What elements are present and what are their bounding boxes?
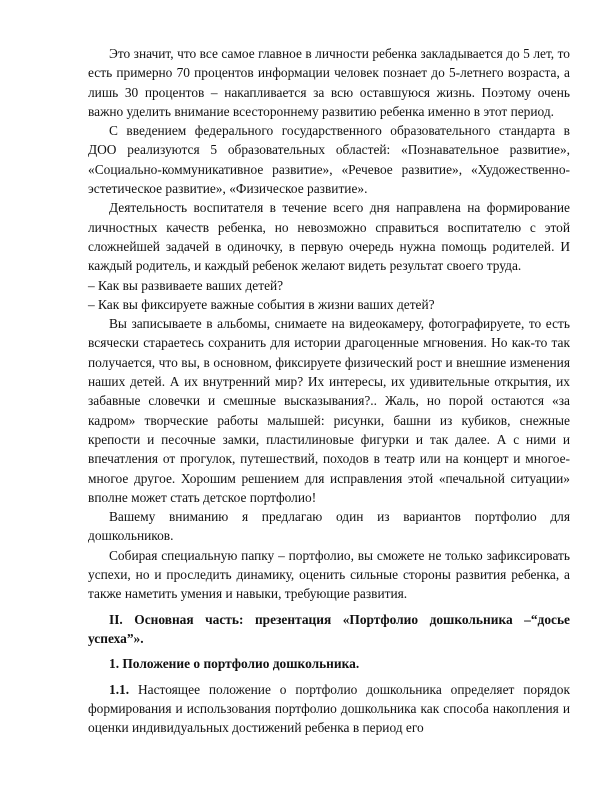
paragraph-educational-areas: С введением федерального государственного образовательного стандарта в ДОО реализуются 5 образовательных областей: «Познавательное развитие», «Социально-коммуникативное развитие», «Речевое развитие», «Художественно-эстетическое развитие», «Физическое развитие».	[88, 123, 570, 197]
clause-1-1	[88, 680, 570, 738]
paragraph-early-development: Это значит, что все самое главное в личности ребенка закладывается до 5 лет, то есть примерно 70 процентов информации человек познает до 5-летнего возраста, а лишь 30 процентов – накапливается за всю оставшуюся жизнь. Поэтому очень важно уделить внимание всестороннему развитию ребенка именно в этот период.	[88, 46, 570, 119]
paragraph-portfolio-offer: Вашему вниманию я предлагаю один из вариантов портфолио для дошкольников.	[88, 509, 570, 544]
question-development: – Как вы развиваете ваших детей?	[88, 277, 284, 293]
section-heading: II. Основная часть: презентация «Портфолио дошкольника –“досье успеха”».	[88, 611, 570, 646]
clause-number: 1.1.	[109, 681, 130, 697]
subsection-heading: 1. Положение о портфолио дошкольника.	[109, 656, 360, 672]
paragraph-portfolio-benefits: Собирая специальную папку – портфолио, вы сможете не только зафиксировать успехи, но и проследить динамику, оценить сильные стороны развития ребенка, а также наметить умения и навыки, требующие развития.	[88, 547, 570, 602]
document-body	[88, 44, 570, 737]
paragraph-inner-world: Вы записываете в альбомы, снимаете на видеокамеру, фотографируете, то есть всячески стараетесь сохранить для истории драгоценные мгновения. Но как-то так получается, что вы, в основном, фиксируете физический рост и внешние изменения наших детей. А их внутренний мир? Их интересы, их удивительные открытия, их забавные словечки и смешные высказывания?.. Жаль, но порой остаются «за кадром» творческие работы малышей: рисунки, башни из кубиков, снежные крепости и песочные замки, пластилиновые фигурки и так далее. А с ними и впечатления от прогулок, путешествий, походов в театр или на концерт и многое-многое другое. Хорошим решением для исправления этой «печальной ситуации» вполне может стать детское портфолио!	[88, 316, 570, 505]
paragraph-teacher-activity: Деятельность воспитателя в течение всего дня направлена на формирование личностных качеств ребенка, но невозможно справиться воспитателю с этой сложнейшей задачей в одиночку, в первую очередь нужна помощь родителей. И каждый родитель, и каждый ребенок желают видеть результат своего труда.	[88, 200, 570, 274]
clause-text: Настоящее положение о портфолио дошкольника определяет порядок формирования и использования портфолио дошкольника как способа накопления и оценки индивидуальных достижений ребенка в период его	[88, 681, 570, 736]
question-recording-events: – Как вы фиксируете важные события в жизни ваших детей?	[88, 296, 435, 312]
